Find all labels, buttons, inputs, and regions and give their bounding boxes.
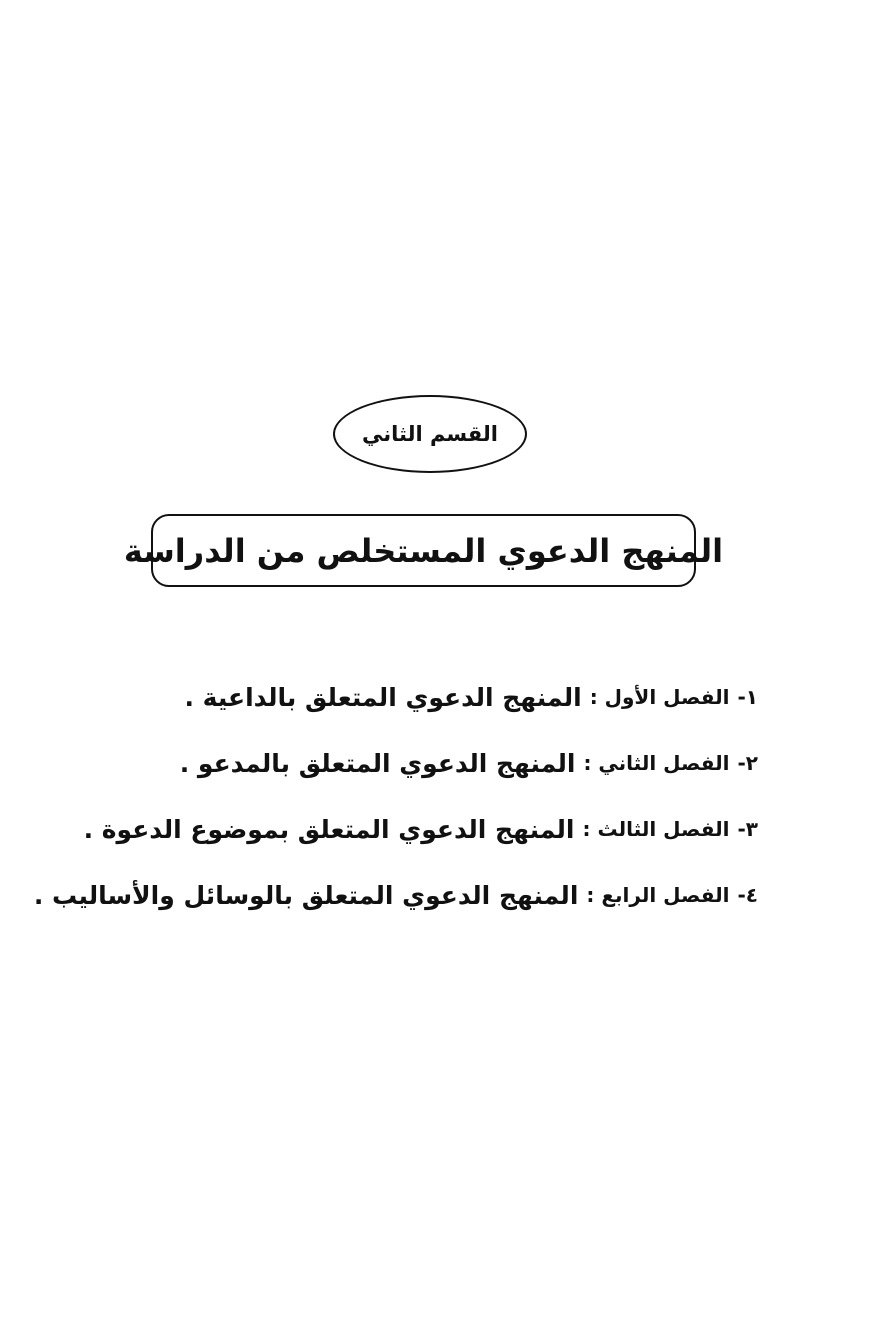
chapter-number: ١- bbox=[737, 685, 758, 709]
chapter-label: الفصل الأول : bbox=[589, 685, 730, 709]
chapter-title: المنهج الدعوي المتعلق بالداعية . bbox=[184, 682, 582, 712]
chapter-number: ٣- bbox=[737, 817, 758, 841]
part-title-box bbox=[123, 514, 724, 587]
part-title: المنهج الدعوي المستخلص من الدراسة bbox=[123, 531, 724, 570]
chapter-title: المنهج الدعوي المتعلق بموضوع الدعوة . bbox=[83, 814, 575, 844]
chapter-title: المنهج الدعوي المتعلق بالمدعو . bbox=[179, 748, 576, 778]
chapter-label: الفصل الثاني : bbox=[583, 751, 730, 775]
section-oval bbox=[333, 395, 527, 473]
chapter-item-4 bbox=[33, 862, 758, 928]
chapter-item-3 bbox=[83, 796, 758, 862]
chapter-label: الفصل الثالث : bbox=[582, 817, 730, 841]
chapter-title: المنهج الدعوي المتعلق بالوسائل والأساليب . bbox=[33, 880, 579, 910]
chapter-item-2 bbox=[138, 730, 758, 796]
chapter-list bbox=[33, 664, 758, 928]
chapter-number: ٤- bbox=[737, 883, 758, 907]
chapter-label: الفصل الرابع : bbox=[586, 883, 730, 907]
chapter-item-1 bbox=[138, 664, 758, 730]
chapter-number: ٢- bbox=[737, 751, 758, 775]
section-label: القسم الثاني bbox=[361, 422, 499, 446]
